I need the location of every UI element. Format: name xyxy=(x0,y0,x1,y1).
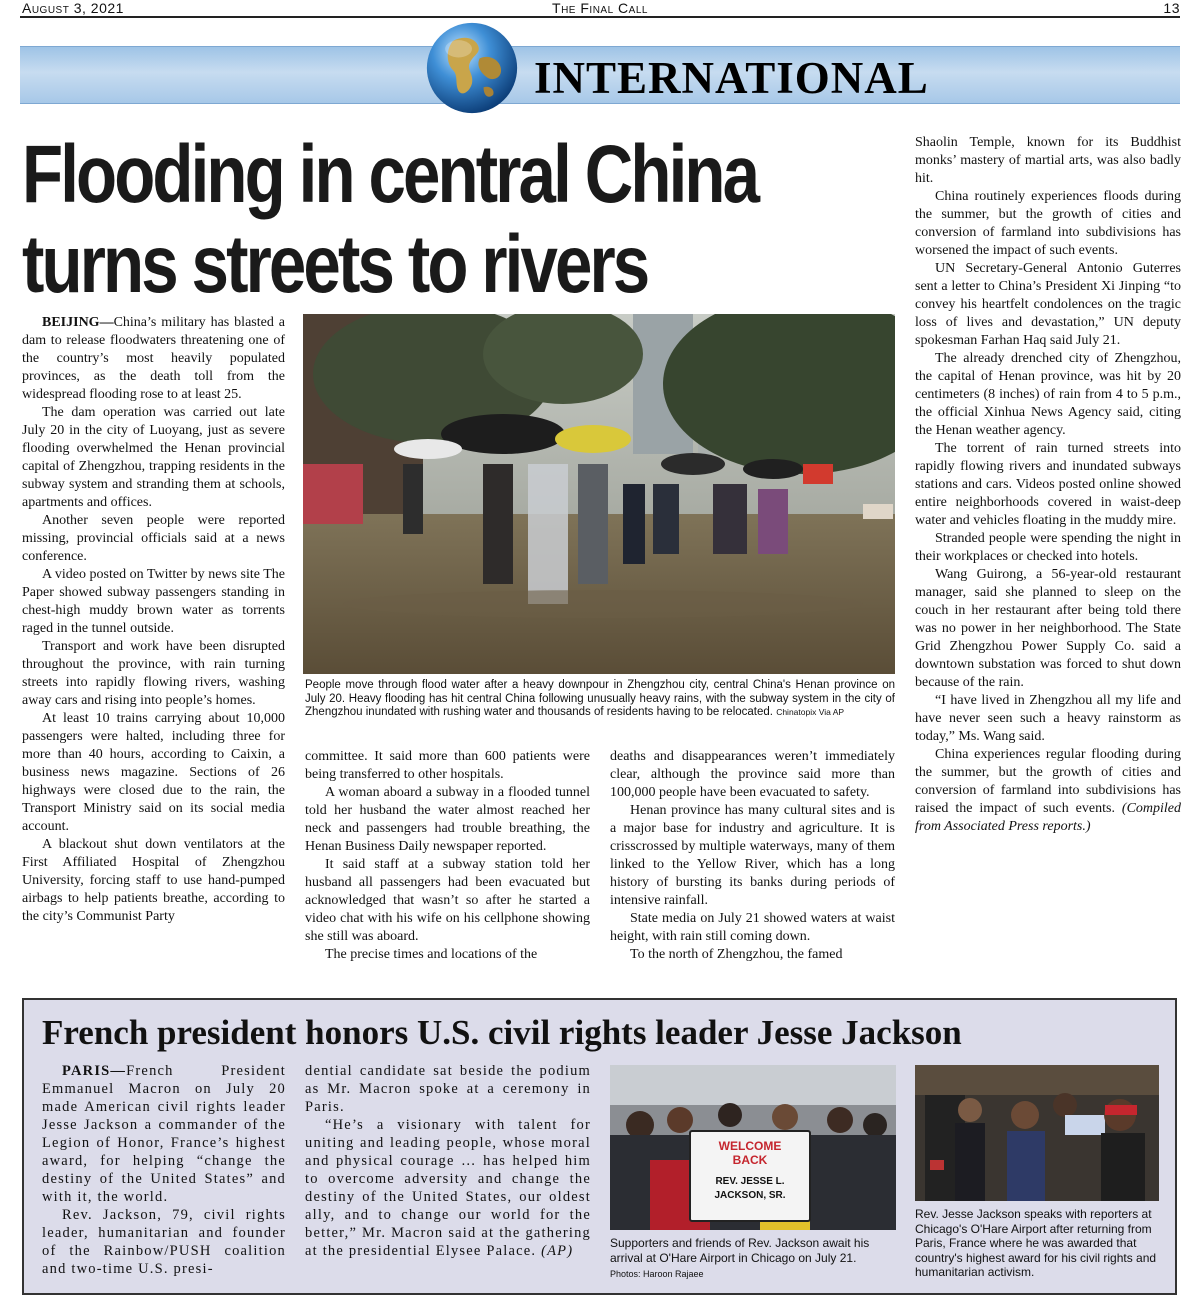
reporters-photo xyxy=(915,1065,1159,1201)
welcome-crowd-photo xyxy=(610,1065,896,1230)
paragraph: Shaolin Temple, known for its Buddhist monks’ mastery of martial arts, was also badly hit. xyxy=(915,135,1181,186)
paragraph: To the north of Zhengzhou, the famed xyxy=(630,947,843,962)
dateline: PARIS— xyxy=(62,1063,127,1079)
article-credit: (Compiled from Associated Press reports.) xyxy=(915,801,1182,834)
main-headline xyxy=(22,129,758,310)
secondary-column-1 xyxy=(42,1062,286,1278)
article-credit: (AP) xyxy=(541,1243,574,1259)
headline-line-1: Flooding in central China xyxy=(22,129,758,220)
paragraph: At least 10 trains carrying about 10,000 passengers were halted, including three for more than 40 hours, according to Caixin, a business news magazine. Sections of 26 highways were closed due to the rain, the Transport Ministry said on its social media account. xyxy=(22,711,285,834)
paragraph: The torrent of rain turned streets into rapidly flowing rivers and inundated subways stations and cars. Videos posted online showed entire neighborhoods covered in waist-deep water and vehicles floating in the muddy mire. xyxy=(915,441,1181,528)
paragraph-text: “He’s a visionary with talent for uniting and leading people, whose moral and physical courage … has helped him to overcome adversity and change the destiny of the United States, our oldest ally, and to change our world for the better,” Mr. Macron said at the gathering at the presidential Elysee Palace. xyxy=(305,1117,591,1259)
page-number: 13 xyxy=(1163,0,1180,16)
paragraph: A video posted on Twitter by news site The Paper showed subway passengers standing in chest-high muddy brown water as torrents raged in the tunnel outside. xyxy=(22,567,285,636)
dateline: BEIJING— xyxy=(42,315,114,330)
paragraph: A woman aboard a subway in a flooded tunnel told her husband the water almost reached her neck and passengers had trouble breathing, the Henan Business Daily newspaper reported. xyxy=(305,785,590,854)
article-column-4 xyxy=(915,134,1181,836)
paragraph: Wang Guirong, a 56-year-old restaurant manager, said she planned to sleep on the couch in her restaurant after being told there was no power in her neighborhood. The State Grid Zhengzhou Power Supply Co. said a downtown substation was forced to shut down because of the rain. xyxy=(915,567,1181,690)
article-column-2 xyxy=(305,748,590,964)
caption-text: Supporters and friends of Rev. Jackson await his arrival at O'Hare Airport in Chicago on July 21. xyxy=(610,1236,870,1265)
photo-credit: Chinatopix Via AP xyxy=(776,707,845,717)
secondary-headline: French president honors U.S. civil rights leader Jesse Jackson xyxy=(42,1013,962,1052)
paragraph: Rev. Jackson, 79, civil rights leader, humanitarian and founder of the Rainbow/PUSH coalition and two-time U.S. presi- xyxy=(42,1207,286,1277)
paragraph xyxy=(305,1116,591,1260)
article-column-3 xyxy=(610,748,895,964)
flood-photo-illustration xyxy=(303,314,895,674)
globe-icon xyxy=(424,20,520,116)
paragraph: dential candidate sat beside the podium as Mr. Macron spoke at a ceremony in Paris. xyxy=(305,1063,591,1115)
paragraph: China routinely experiences floods during the summer, but the growth of cities and conversion of farmland into subdivisions has worsened the impact of such events. xyxy=(915,189,1181,258)
reporters-photo-illustration xyxy=(915,1065,1159,1201)
paragraph: Another seven people were reported missing, provincial officials said at a news conference. xyxy=(22,513,285,564)
paragraph xyxy=(915,746,1181,836)
secondary-column-2 xyxy=(305,1062,591,1260)
paragraph: Transport and work have been disrupted throughout the province, with rain turning streets into rapidly flowing rivers, washing away cars and rising into people’s homes. xyxy=(22,639,285,708)
issue-date: August 3, 2021 xyxy=(22,0,124,16)
banner-line-4: JACKSON, SR. xyxy=(714,1190,786,1201)
headline-line-2: turns streets to rivers xyxy=(22,219,648,310)
header-rule xyxy=(20,16,1180,18)
banner-line-2: BACK xyxy=(732,1153,768,1167)
welcome-photo-caption xyxy=(610,1236,896,1282)
paragraph: committee. It said more than 600 patients were being transferred to other hospitals. xyxy=(305,749,590,782)
paragraph: The precise times and locations of the xyxy=(325,947,538,962)
article-column-1 xyxy=(22,314,285,926)
publication-name: The Final Call xyxy=(552,0,648,16)
paragraph: State media on July 21 showed waters at waist height, with rain still coming down. xyxy=(610,911,895,944)
reporters-photo-caption: Rev. Jesse Jackson speaks with reporters at Chicago's O'Hare Airport after returning from Paris, France where he was awarded that country's highest award for his civil rights and humanitarian activism. xyxy=(915,1207,1157,1279)
flood-photo xyxy=(303,314,895,674)
paragraph: Henan province has many cultural sites and is a major base for industry and agriculture. It is crisscrossed by multiple waterways, many of them linked to the Yellow River, which has a long history of bursting its banks during periods of intensive rainfall. xyxy=(610,803,895,908)
paragraph: “I have lived in Zhengzhou all my life and have never seen such a heavy rainstorm as today,” Ms. Wang said. xyxy=(915,693,1181,744)
paragraph: The dam operation was carried out late July 20 in the city of Luoyang, just as severe flooding overwhelmed the Henan provincial capital of Zhengzhou, trapping residents in the subway system and stranding them at schools, apartments and offices. xyxy=(22,405,285,510)
welcome-banner xyxy=(690,1139,810,1203)
banner-line-3: REV. JESSE L. xyxy=(715,1176,785,1187)
paragraph: The already drenched city of Zhengzhou, the capital of Henan province, was hit by 20 centimeters (8 inches) of rain from 4 to 5 p.m., the official Xinhua News Agency said, citing the Henan weather agency. xyxy=(915,351,1181,438)
paragraph: deaths and disappearances weren’t immediately clear, although the province said more than 100,000 people have been evacuated to safety. xyxy=(610,749,895,800)
paragraph-text: China experiences regular flooding during the summer, but the growth of cities and conversion of farmland into subdivisions has raised the impact of such events. xyxy=(915,747,1181,816)
section-title: INTERNATIONAL xyxy=(534,53,929,103)
paragraph: China’s military has blasted a dam to release floodwaters threatening one of the country’s most heavily populated provinces, as the death toll from the widespread flooding rose to at least 25. xyxy=(22,315,285,402)
photo-caption-text: People move through flood water after a heavy downpour in Zhengzhou city, central China's Henan province on July 20. Heavy flooding has hit central China following unusually heavy rains, with the subway system in the city of Zhengzhou inundated with rushing water and thousands of residents having to be relocated. xyxy=(305,679,895,718)
banner-line-1: WELCOME xyxy=(718,1139,782,1153)
paragraph: Stranded people were spending the night in their workplaces or checked into hotels. xyxy=(915,531,1181,564)
photo-credit: Photos: Haroon Rajaee xyxy=(610,1269,704,1279)
photo-caption xyxy=(305,679,895,720)
paragraph: UN Secretary-General Antonio Guterres sent a letter to China’s President Xi Jinping “to convey his heartfelt condolences on the tragic loss of lives and devastation,” UN deputy spokesman Farhan Haq said July 21. xyxy=(915,261,1181,348)
paragraph-text: French President Emmanuel Macron on July 20 made American civil rights leader Jesse Jackson a commander of the Legion of Honor, France’s highest award, for helping “change the destiny of the United States” and with it, the world. xyxy=(42,1063,286,1205)
paragraph: A blackout shut down ventilators at the First Affiliated Hospital of Zhengzhou University, forcing staff to use hand-pumped airbags to help patients breathe, according to the city’s Communist Party xyxy=(22,837,285,924)
paragraph: It said staff at a subway station told her husband all passengers had been evacuated but acknowledged that wasn’t so after he started a video chat with his wife on his cellphone showing she still was aboard. xyxy=(305,857,590,944)
